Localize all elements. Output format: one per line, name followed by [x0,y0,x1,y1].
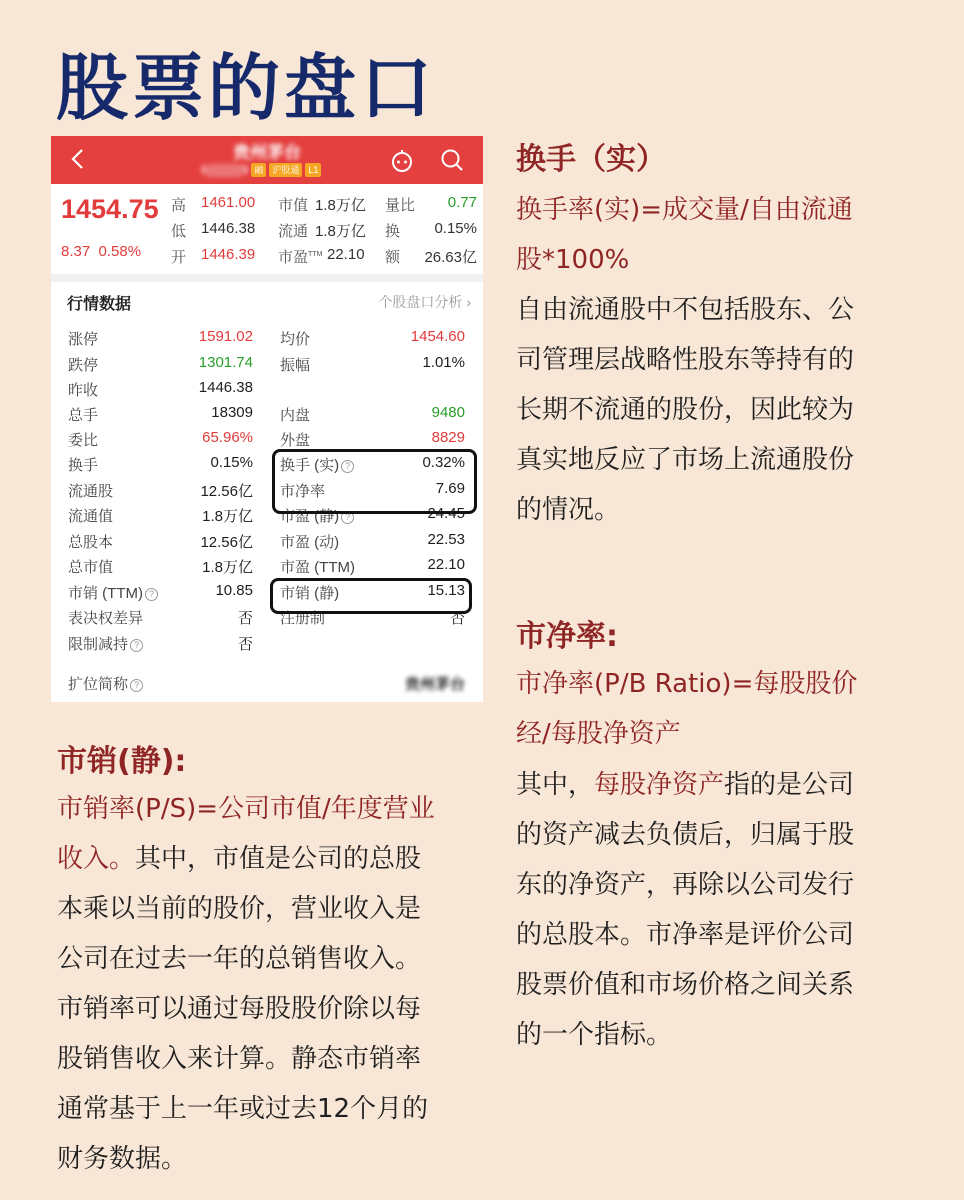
current-price: 1454.75 [61,194,159,224]
row-value-prev-close: 1446.38 [198,379,253,396]
turnover-heading: 换手（实） [516,142,666,177]
mcap-value: 1.8万亿 [315,197,366,214]
analysis-link[interactable]: 个股盘口分析 › [378,294,471,310]
volratio-label: 量比 [385,197,416,214]
level-badge: L1 [305,163,321,177]
row-value-pb: 7.69 [435,480,465,497]
row-label-limit-up: 涨停 [68,331,99,348]
connect-badge: 沪股通 [269,163,302,177]
pb-body-line3: 东的净资产，再除以公司发行 [516,870,855,900]
row-value-total-mcap: 1.8万亿 [202,559,253,576]
turnover-value: 0.15% [434,220,477,237]
turnover-formula-line2: 股*100% [516,245,630,275]
amount-label: 额 [385,249,401,266]
row-value-ps-static: 15.13 [427,582,465,599]
stock-name: 贵州茅台 [233,143,301,162]
pe-static-label: 市盈 (静) [280,508,340,525]
price-change [61,243,141,260]
short-name-label-text: 扩位简称 [68,676,129,693]
turnover-body-line1: 自由流通股中不包括股东、公 [516,295,855,325]
help-icon[interactable]: ? [130,679,143,692]
row-value-float-value: 1.8万亿 [202,508,253,525]
pb-heading: 市净率: [516,619,618,654]
row-value-voting-rights: 否 [237,610,253,627]
row-value-pe-static: 24.45 [427,505,465,522]
row-value-outer: 8829 [431,429,465,446]
section-divider [51,274,483,282]
stock-code: 6▒▒▒▒9 [201,163,249,177]
ps-body-line2: 本乘以当前的股价，营业收入是 [57,894,422,924]
turnover-body-line5: 的情况。 [516,495,621,525]
turnover-body-line3: 长期不流通的股份，因此较为 [516,395,855,425]
row-label-voting-rights: 表决权差异 [68,610,144,627]
row-value-limit-down: 1301.74 [198,354,253,371]
turnover-label: 换 [385,223,401,240]
margin-badge: 融 [251,163,266,177]
pb-formula-line1: 市净率(P/B Ratio)=每股股价 [516,669,858,699]
row-value-real-turnover: 0.32% [422,454,465,471]
low-value: 1446.38 [201,220,256,237]
row-label-prev-close: 昨收 [68,382,99,399]
ps-body-line7: 财务数据。 [57,1144,188,1174]
row-value-inner: 9480 [431,404,465,421]
row-label-limit-down: 跌停 [68,357,99,374]
page-title: 股票的盘口 [56,46,437,130]
row-value-ps-ttm: 10.85 [215,582,253,599]
ps-body-line3: 公司在过去一年的总销售收入。 [57,944,422,974]
row-value-float-shares: 12.56亿 [200,483,253,500]
app-header [51,136,483,184]
mcap-label: 市值 [278,197,309,214]
row-label-amplitude: 振幅 [280,357,311,374]
row-value-restricted: 否 [237,636,253,653]
row-value-amplitude: 1.01% [422,354,465,371]
row-label-inner: 内盘 [280,407,311,424]
short-name-label [68,673,143,694]
row-label-avg-price: 均价 [280,331,311,348]
ps-body-line1 [57,834,421,884]
search-icon[interactable] [439,147,465,173]
row-value-registration: 否 [449,610,465,627]
row-value-avg-price: 1454.60 [410,328,465,345]
high-value: 1461.00 [201,194,256,211]
pb-body-line2: 的资产减去负债后，归属于股 [516,820,855,850]
open-label: 开 [171,249,187,266]
high-label: 高 [171,197,187,214]
restricted-label: 限制减持 [68,636,129,653]
amount-value: 26.63亿 [424,249,477,266]
pb-body-line5: 股票价值和市场价格之间关系 [516,970,855,1000]
row-label-order-ratio: 委比 [68,432,99,449]
row-value-total-shares: 12.56亿 [200,534,253,551]
row-label-float-value: 流通值 [68,508,114,525]
ps-body-highlight: 收入。 [57,844,136,874]
ps-body-rest: 其中，市值是公司的总股 [135,844,422,874]
change-percent: 0.58% [98,243,142,260]
turnover-formula-line1: 换手率(实)=成交量/自由流通 [516,195,853,225]
row-label-pe-dynamic: 市盈 (动) [280,534,340,551]
ps-heading: 市销(静): [57,744,187,779]
float-label: 流通 [278,223,309,240]
ps-body-line6: 通常基于上一年或过去12个月的 [57,1094,429,1124]
pb-body-line4: 的总股本。市净率是评价公司 [516,920,855,950]
pb-body-suffix: 指的是公司 [724,770,855,800]
low-label: 低 [171,223,187,240]
row-value-turnover: 0.15% [210,454,253,471]
row-label-volume: 总手 [68,407,99,424]
pb-formula-line2: 经/每股净资产 [516,719,681,749]
stock-code-row [201,163,321,177]
row-label-total-shares: 总股本 [68,534,114,551]
ps-body-line4: 市销率可以通过每股股价除以每 [57,994,422,1024]
ps-formula-line1: 市销率(P/S)=公司市值/年度营业 [57,794,435,824]
market-data-title: 行情数据 [67,296,132,313]
turnover-body-line4: 真实地反应了市场上流通股份 [516,445,855,475]
pe-ttm-sup: TTM [308,251,323,258]
pb-body-prefix: 其中， [516,770,595,800]
highlight-box-ps-static [270,578,472,614]
highlight-box-turnover-pb [272,449,477,514]
volratio-value: 0.77 [447,194,477,211]
pb-body-highlight: 每股净资产 [594,770,725,800]
open-value: 1446.39 [201,246,256,263]
help-icon[interactable]: ? [145,588,158,601]
robot-icon[interactable] [389,147,415,173]
row-label-ps-ttm [68,582,158,603]
stock-app-screenshot [51,136,483,702]
row-label-registration: 注册制 [280,610,326,627]
row-label-total-mcap: 总市值 [68,559,114,576]
short-name-value: 贵州茅台 [404,676,465,693]
row-label-outer: 外盘 [280,432,311,449]
row-label-restricted [68,633,143,654]
turnover-body-line2: 司管理层战略性股东等持有的 [516,345,855,375]
row-label-ps-static: 市销 (静) [280,585,340,602]
row-value-pe-ttm: 22.10 [427,556,465,573]
pb-body-line6: 的一个指标。 [516,1020,673,1050]
real-turnover-label: 换手 (实) [280,457,340,474]
pb-body-line1 [516,760,854,810]
ps-ttm-label: 市销 (TTM) [68,585,143,602]
row-value-volume: 18309 [211,404,253,421]
help-icon[interactable]: ? [341,460,354,473]
change-amount: 8.37 [61,243,91,260]
row-label-pb: 市净率 [280,483,326,500]
row-label-pe-ttm: 市盈 (TTM) [280,559,355,576]
pe-value: 22.10 [327,246,365,263]
row-label-turnover: 换手 [68,457,99,474]
float-value: 1.8万亿 [315,223,366,240]
back-arrow-icon[interactable] [67,147,91,171]
row-label-float-shares: 流通股 [68,483,114,500]
pe-label-text: 市盈 [278,249,309,266]
row-value-limit-up: 1591.02 [198,328,253,345]
help-icon[interactable]: ? [341,511,354,524]
pe-label [278,246,322,267]
row-value-pe-dynamic: 22.53 [427,531,465,548]
row-value-order-ratio: 65.96% [202,429,253,446]
ps-body-line5: 股销售收入来计算。静态市销率 [57,1044,422,1074]
help-icon[interactable]: ? [130,639,143,652]
